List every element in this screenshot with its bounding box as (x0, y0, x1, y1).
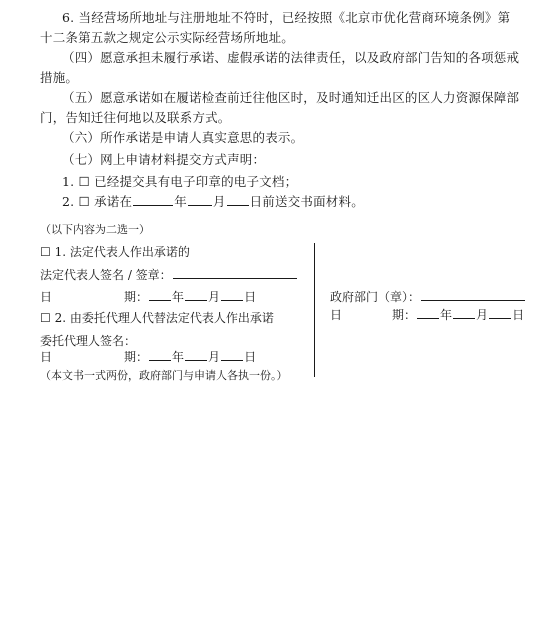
option-1-electronic[interactable]: 1. ☐ 已经提交具有电子印章的电子文档； (62, 174, 298, 189)
option-2-prefix: 2. ☐ 承诺在 (62, 194, 133, 209)
column-divider (314, 243, 315, 377)
agent-label: 委托代理人签名： (40, 334, 137, 348)
gov-seal-field[interactable] (421, 288, 525, 301)
option-agent[interactable]: ☐ 2. 由委托代理人代替法定代表人作出承诺 (40, 311, 274, 325)
year-blank[interactable] (133, 193, 173, 206)
gov-seal-row (330, 288, 526, 305)
gov-date-row (330, 306, 524, 323)
paragraph-section-7: （七）网上申请材料提交方式声明： (62, 152, 266, 167)
paragraph-section-5: （五）愿意承诺如在履诺检查前迁往他区时，及时通知迁出区的区人力资源保障部门，告知迁往何地以及联系方式。 (40, 90, 520, 125)
date-char-1: 日 (40, 290, 53, 304)
year-label: 年 (172, 350, 185, 364)
option-legal-rep[interactable]: ☐ 1. 法定代表人作出承诺的 (40, 245, 190, 259)
paragraph-item-6: 6. 当经营场所地址与注册地址不符时，已经按照《北京市优化营商环境条例》第十二条第五款之规定公示实际经营场所地址。 (40, 10, 511, 45)
month-label: 月 (476, 308, 489, 322)
option-2-suffix: 日前送交书面材料。 (249, 194, 364, 209)
legal-rep-label: 法定代表人签名 / 签章： (40, 268, 172, 282)
month-label: 月 (208, 350, 221, 364)
paragraph-section-6: （六）所作承诺是申请人真实意思的表示。 (62, 130, 304, 145)
gov-label: 政府部门（章）： (330, 290, 421, 304)
legal-rep-year-field[interactable] (149, 288, 171, 301)
year-label: 年 (174, 194, 187, 209)
agent-day-field[interactable] (221, 348, 243, 361)
agent-year-field[interactable] (149, 348, 171, 361)
day-label: 日 (244, 290, 257, 304)
date-char-2: 期： (124, 350, 149, 364)
date-char-2: 期： (124, 290, 149, 304)
gov-month-field[interactable] (453, 306, 475, 319)
gov-day-field[interactable] (489, 306, 511, 319)
month-blank[interactable] (188, 193, 212, 206)
day-blank[interactable] (227, 193, 249, 206)
day-label: 日 (244, 350, 257, 364)
legal-rep-month-field[interactable] (185, 288, 207, 301)
agent-month-field[interactable] (185, 348, 207, 361)
footnote: （本文书一式两份，政府部门与申请人各执一份。） (40, 369, 288, 382)
year-label: 年 (440, 308, 453, 322)
month-label: 月 (212, 194, 226, 209)
agent-signature-row (40, 332, 138, 349)
gov-year-field[interactable] (417, 306, 439, 319)
option-2-paper[interactable] (40, 192, 520, 212)
date-char-1: 日 (40, 350, 53, 364)
agent-date-row (40, 348, 256, 365)
legal-rep-signature-field[interactable] (173, 266, 297, 279)
month-label: 月 (208, 290, 221, 304)
year-label: 年 (172, 290, 185, 304)
legal-rep-signature-row (40, 266, 298, 283)
legal-rep-date-row (40, 288, 256, 305)
date-char-2: 期： (392, 308, 417, 322)
choose-one-note: （以下内容为二选一） (40, 223, 150, 236)
paragraph-section-4: （四）愿意承担未履行承诺、虚假承诺的法律责任，以及政府部门告知的各项惩戒措施。 (40, 50, 520, 85)
date-char-1: 日 (330, 308, 343, 322)
day-label: 日 (512, 308, 525, 322)
legal-rep-day-field[interactable] (221, 288, 243, 301)
